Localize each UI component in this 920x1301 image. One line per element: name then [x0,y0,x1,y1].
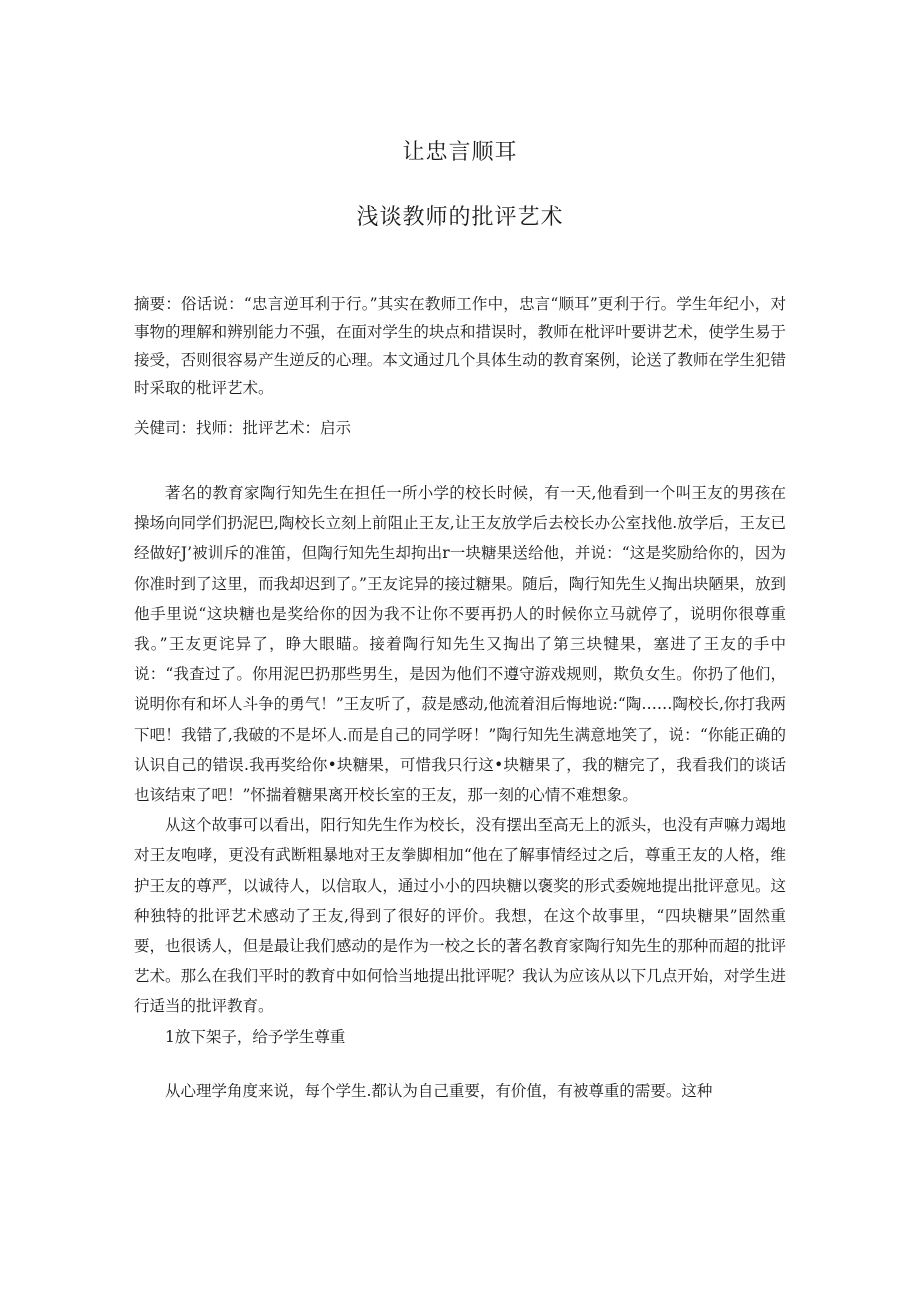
paragraph-3: 从心理学角度来说，每个学生.都认为自己重要，有价值，有被尊重的需要。这种 [165,1081,713,1100]
body-text [134,478,786,1106]
section-heading: 1放下架子，给予学生尊重 [165,1027,346,1046]
paragraph-2: 从这个故事可以看出，阳行知先生作为校长，没有摆出至高无上的派头，也没有声嘛力竭地对王友咆哮，更没有武断粗暴地对王友拳脚相加“他在了解事情经过之后，尊重王友的人格，维护王友的尊严，以诚待人，以信取人，通过小小的四块糖以褒奖的形式委婉地提出批评意见。这种独特的批评艺术感动了王友,得到了很好的评价。我想，在这个故事里，“四块糖果”固然重要，也很诱人，但是最让我们感动的是作为一校之长的著名教育家陶行知先生的那种而超的批评艺术。那么在我们平时的教育中如何恰当地提出批评呢？我认为应该从以下几点开始，对学生进行适当的批评教育。 [134,816,786,1016]
abstract: 摘要：俗话说：“忠言逆耳利于行。”其实在教师工作中，忠言“顺耳”更利于行。学生年纪小，对事物的理解和辨别能力不强，在面对学生的块点和措误时，教师在枇评叶要讲艺术，使学生易于接受，否则很容易产生逆反的心理。本文通过几个具体生动的教育案例，论送了教师在学生犯错时采取的枇评艺术。 [134,295,786,397]
paragraph-1: 著名的教育家陶行知先生在担任一所小学的校长时候，有一天,他看到一个叫王友的男孩在操场向同学们扔泥巴,陶校长立刻上前阻止王友,让王友放学后去校长办公室找他.放学后，王友已经做好J’被训斥的准笛，但陶行知先生却拘出r一块糖果送给他，并说：“这是奖励给你的，因为你准时到了这里，而我却迟到了。”王友诧异的接过糖果。随后，陶行知先生乂掏出块陋果，放到他手里说“这块糖也是奖给你的因为我不让你不要再扔人的时候你立马就停了，说明你很尊重我。”王友更诧异了，睁大眼瞄。接着陶行知先生又掏出了第三块犍果，塞进了王友的手中说：“我査过了。你用泥巴扔那些男生，是因为他们不遵守游戏规则，欺负女生。你扔了他们，说明你有和坏人斗争的勇气！”王友听了，菽是感动,他流着泪后悔地说:“陶……陶校长,你打我两下吧！我错了,我破的不是坏人.而是自己的同学呀！”陶行知先生满意地笑了，说：“你能正确的认识自己的错误.我再奖给你•块糖果，可惜我只行这•块糖果了，我的糖完了，我看我们的谈话也该结束了吧！”怀揣着糖果离开校长室的王友，那一刻的心情不难想象。 [134,484,786,805]
keywords: 关健司：找师：批评艺术：启示 [134,419,352,437]
document-subtitle: 浅谈教师的批评艺术 [356,205,564,230]
document-title: 让忠言顺耳 [402,140,518,165]
